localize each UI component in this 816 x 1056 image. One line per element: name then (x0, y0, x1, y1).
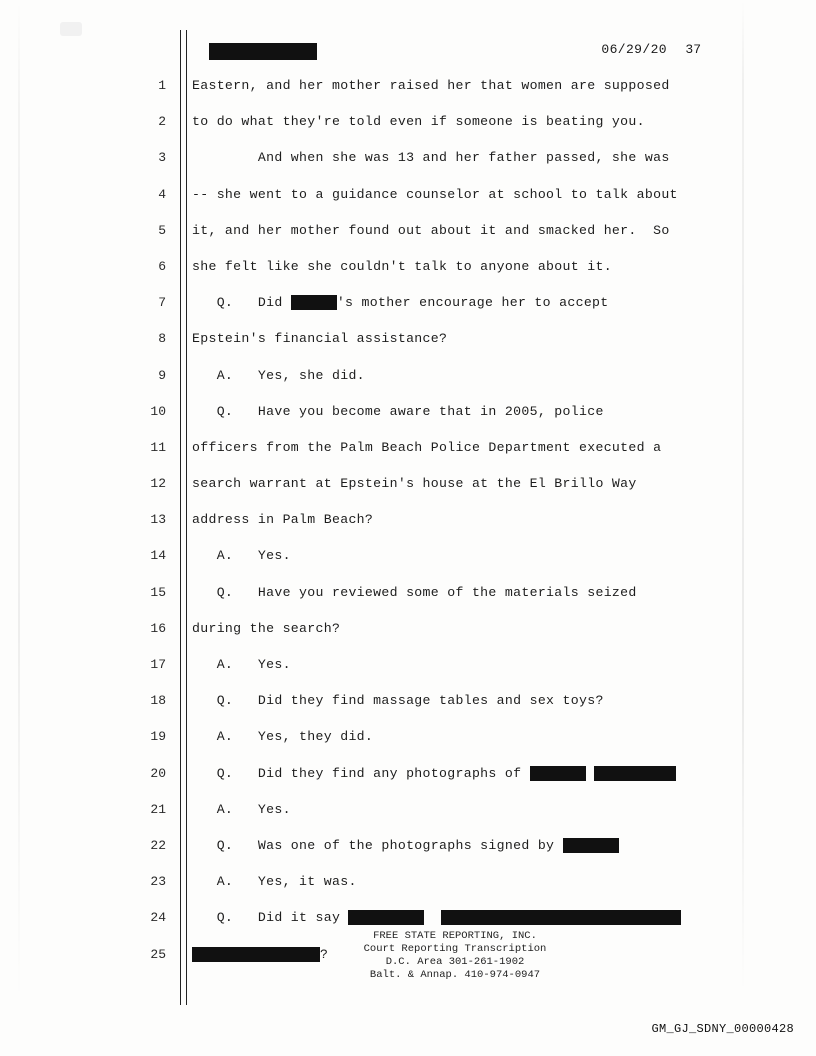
line-number: 23 (150, 874, 166, 890)
line-text (192, 727, 373, 744)
line-text-segment: address in Palm Beach? (192, 512, 374, 528)
transcript-line (138, 185, 738, 221)
line-text (192, 112, 645, 129)
line-number: 19 (150, 729, 166, 745)
line-number: 4 (158, 186, 166, 202)
redaction-block (530, 766, 586, 781)
line-number: 17 (150, 657, 166, 672)
line-text (192, 329, 447, 346)
line-number: 5 (158, 222, 166, 238)
line-number: 3 (158, 150, 166, 166)
line-text (192, 619, 340, 636)
line-text-segment: Q. Was one of the photographs signed by (192, 837, 563, 853)
line-text (192, 800, 291, 817)
transcript-line (138, 257, 738, 293)
transcript-line (138, 293, 738, 329)
transcript-line (138, 76, 738, 112)
line-number: 1 (158, 78, 166, 93)
line-text (192, 185, 678, 202)
page-header (195, 40, 715, 62)
transcript-line (138, 510, 738, 546)
line-text-segment: A. Yes, they did. (192, 729, 374, 745)
page-footer (195, 930, 715, 982)
line-text (192, 257, 612, 274)
line-text (192, 872, 357, 889)
transcript-line (138, 655, 738, 691)
line-text-segment (424, 910, 440, 925)
line-text-segment: search warrant at Epstein's house at the El Brillo Way (192, 476, 637, 492)
line-text (192, 148, 670, 165)
line-number: 21 (150, 801, 166, 817)
page-number: 37 (685, 42, 701, 57)
line-number: 20 (150, 765, 166, 781)
redaction-block-header (209, 43, 317, 60)
line-text-segment: A. Yes, she did. (192, 367, 365, 383)
transcript-line (138, 872, 738, 908)
line-number: 9 (158, 367, 166, 383)
redaction-block (291, 295, 337, 310)
line-number: 13 (150, 512, 166, 528)
line-number: 24 (150, 910, 166, 926)
line-text-segment: officers from the Palm Beach Police Department executed a (192, 439, 662, 455)
line-number: 8 (158, 331, 166, 347)
line-number: 2 (158, 114, 166, 130)
line-text-segment: during the search? (192, 620, 341, 636)
line-text-segment: it, and her mother found out about it and smacked her. So (192, 222, 670, 238)
line-text (192, 438, 661, 455)
line-text-segment: And when she was 13 and her father passed, she was (192, 150, 670, 166)
line-text (192, 510, 373, 527)
line-text (192, 293, 609, 310)
line-text (192, 836, 619, 853)
line-text (192, 908, 681, 925)
line-text-segment: ? (320, 946, 329, 962)
line-text-segment: Q. Did it say (192, 910, 349, 926)
line-number: 15 (150, 584, 166, 600)
transcript-line (138, 221, 738, 257)
line-text-segment: A. Yes. (192, 801, 291, 817)
line-text-segment: Q. Have you become aware that in 2005, police (192, 403, 604, 419)
line-text-segment: Q. Did (192, 295, 291, 311)
line-text-segment: Q. Did they find massage tables and sex toys? (192, 693, 604, 709)
line-text-segment: 's mother encourage her to accept (336, 295, 609, 311)
transcript-line (138, 800, 738, 836)
transcript-line (138, 438, 738, 474)
line-text-segment: A. Yes. (192, 657, 291, 672)
footer-line-balt-phone: Balt. & Annap. 410-974-0947 (369, 969, 541, 981)
line-text (192, 402, 604, 419)
line-text-segment: -- she went to a guidance counselor at school to talk about (192, 186, 678, 202)
transcript-line (138, 329, 738, 365)
transcript-line (138, 619, 738, 655)
footer-line-services: Court Reporting Transcription (363, 943, 547, 955)
transcript-line (138, 727, 738, 763)
line-number: 14 (150, 548, 166, 564)
line-text (192, 546, 291, 563)
line-text (192, 221, 670, 238)
header-date: 06/29/20 (601, 42, 667, 57)
transcript-line (138, 583, 738, 619)
transcript-line (138, 546, 738, 582)
scan-artifact (60, 22, 82, 36)
transcript-line (138, 691, 738, 727)
transcript-line (138, 474, 738, 510)
redaction-block (441, 910, 681, 925)
line-text (192, 76, 670, 93)
line-text-segment: Epstein's financial assistance? (192, 331, 448, 347)
line-text-segment: Eastern, and her mother raised her that women are supposed (192, 78, 670, 93)
transcript-line (138, 836, 738, 872)
line-text-segment (586, 766, 594, 781)
transcript-body (138, 76, 738, 981)
redaction-block (348, 910, 424, 925)
line-text-segment: Q. Did they find any photographs of (192, 765, 530, 781)
transcript-line (138, 112, 738, 148)
line-text-segment: she felt like she couldn't talk to anyone about it. (192, 258, 612, 274)
redaction-block (594, 766, 676, 781)
line-text (192, 583, 637, 600)
line-number: 22 (150, 837, 166, 853)
line-number: 16 (150, 620, 166, 636)
line-text-segment: A. Yes, it was. (192, 874, 357, 890)
line-text (192, 474, 637, 491)
line-number: 6 (158, 258, 166, 274)
line-text (192, 366, 365, 383)
bates-stamp: GM_GJ_SDNY_00000428 (651, 1022, 794, 1036)
scan-edge-left (18, 0, 20, 1056)
transcript-line (138, 148, 738, 184)
line-number: 12 (150, 476, 166, 492)
transcript-line (138, 764, 738, 800)
transcript-line (138, 402, 738, 438)
line-number: 11 (150, 439, 166, 455)
transcript-line (138, 366, 738, 402)
redaction-block (563, 838, 619, 853)
line-text-segment: to do what they're told even if someone is beating you. (192, 114, 645, 130)
line-number: 18 (150, 693, 166, 709)
line-text (192, 764, 676, 781)
line-number: 7 (158, 295, 166, 311)
line-text (192, 655, 291, 672)
footer-line-dc-phone: D.C. Area 301-261-1902 (385, 956, 525, 968)
scan-edge-right (742, 0, 744, 1015)
footer-line-company: FREE STATE REPORTING, INC. (373, 930, 537, 942)
line-number: 25 (150, 946, 166, 962)
line-text-segment: Q. Have you reviewed some of the materials seized (192, 584, 637, 600)
line-number: 10 (150, 403, 166, 419)
line-text-segment: A. Yes. (192, 548, 291, 564)
line-text (192, 691, 604, 708)
